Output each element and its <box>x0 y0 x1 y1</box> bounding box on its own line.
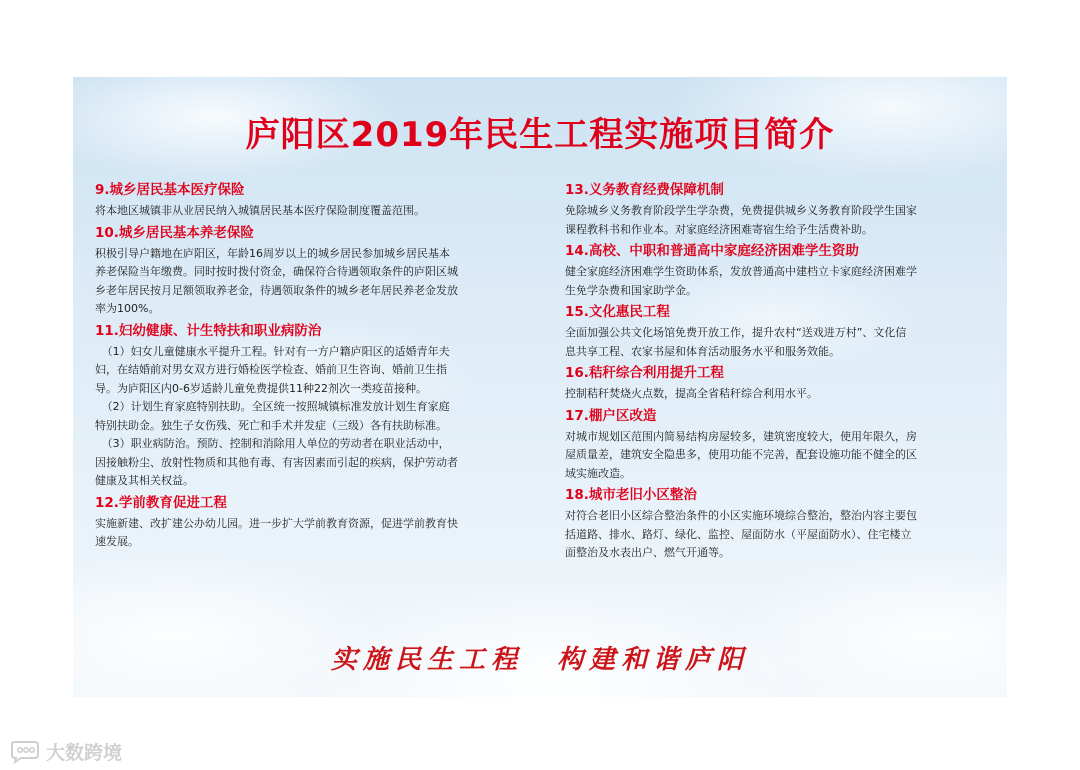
section-body <box>95 343 460 491</box>
section-heading: 9.城乡居民基本医疗保险 <box>95 182 245 198</box>
watermark-text: 大数跨境 <box>46 742 123 764</box>
section-paragraph: （3）职业病防治。预防、控制和消除用人单位的劳动者在职业活动中，因接触粉尘、放射性物质和其他有毒、有害因素而引起的疾病，保护劳动者健康及其相关权益。 <box>95 437 458 487</box>
section-paragraph: 免除城乡义务教育阶段学生学杂费，免费提供城乡义务教育阶段学生国家课程教科书和作业本。对家庭经济困难寄宿生给予生活费补助。 <box>565 204 917 236</box>
section-11 <box>95 322 460 491</box>
section-paragraph: （2）计划生育家庭特别扶助。全区统一按照城镇标准发放计划生育家庭特别扶助金。独生子女伤残、死亡和手术并发症（三级）各有扶助标准。 <box>95 400 450 432</box>
section-body <box>565 385 917 404</box>
section-10 <box>95 224 460 319</box>
section-paragraph: 将本地区城镇非从业居民纳入城镇居民基本医疗保险制度覆盖范围。 <box>95 204 425 217</box>
section-paragraph: 全面加强公共文化场馆免费开放工作，提升农村“送戏进万村”、文化信息共享工程、农家书屋和体育活动服务水平和服务效能。 <box>565 326 907 358</box>
section-body <box>565 202 917 239</box>
left-column <box>95 181 460 555</box>
section-12 <box>95 494 460 552</box>
section-paragraph: 实施新建、改扩建公办幼儿园。进一步扩大学前教育资源，促进学前教育快速发展。 <box>95 516 458 548</box>
section-14 <box>565 242 917 300</box>
section-body <box>95 515 460 552</box>
section-paragraph: 控制秸秆焚烧火点数，提高全省秸秆综合利用水平。 <box>565 387 818 400</box>
section-body <box>565 263 917 300</box>
section-paragraph: 积极引导户籍地在庐阳区，年龄16周岁以上的城乡居民参加城乡居民基本养老保险当年缴费。同时按时拨付资金，确保符合待遇领取条件的庐阳区城乡老年居民按月足额领取养老金，待遇领取条件的城乡老年居民养老金发放率为100%。 <box>95 246 458 315</box>
section-body <box>565 428 917 484</box>
section-heading: 17.棚户区改造 <box>565 407 657 424</box>
section-heading: 15.文化惠民工程 <box>565 304 670 320</box>
section-heading: 13.义务教育经费保障机制 <box>565 182 724 198</box>
poster-title: 庐阳区2019年民生工程实施项目简介 <box>245 115 835 155</box>
section-13 <box>565 181 917 239</box>
section-9 <box>95 181 460 221</box>
section-paragraph: 健全家庭经济困难学生资助体系，发放普通高中建档立卡家庭经济困难学生免学杂费和国家助学金。 <box>565 265 917 297</box>
slogan-part-2: 构建和谐庐阳 <box>557 645 750 675</box>
section-17 <box>565 407 917 484</box>
watermark <box>8 738 122 765</box>
section-body <box>95 245 460 319</box>
right-column <box>565 181 917 566</box>
slogan-part-1: 实施民生工程 <box>330 645 523 675</box>
slogan <box>73 639 1007 676</box>
section-18 <box>565 486 917 563</box>
section-body <box>95 202 460 221</box>
section-paragraph: 对符合老旧小区综合整治条件的小区实施环境综合整治，整治内容主要包括道路、排水、路灯、绿化、监控、屋面防水（平屋面防水）、住宅楼立面整治及水表出户、燃气开通等。 <box>565 509 917 559</box>
section-heading: 14.高校、中职和普通高中家庭经济困难学生资助 <box>565 243 859 259</box>
section-heading: 12.学前教育促进工程 <box>95 494 227 511</box>
section-body <box>565 324 917 361</box>
section-heading: 10.城乡居民基本养老保险 <box>95 224 254 241</box>
section-16 <box>565 364 917 404</box>
section-heading: 16.秸秆综合利用提升工程 <box>565 365 724 381</box>
poster <box>73 77 1007 697</box>
section-15 <box>565 303 917 361</box>
section-body <box>565 507 917 563</box>
section-heading: 18.城市老旧小区整治 <box>565 487 697 503</box>
section-heading: 11.妇幼健康、计生特扶和职业病防治 <box>95 322 322 339</box>
section-paragraph: 对城市规划区范围内简易结构房屋较多，建筑密度较大，使用年限久，房屋质量差，建筑安全隐患多，使用功能不完善，配套设施功能不健全的区域实施改造。 <box>565 429 917 480</box>
section-paragraph: （1）妇女儿童健康水平提升工程。针对有一方户籍庐阳区的适婚青年夫妇，在结婚前对男女双方进行婚检医学检查、婚前卫生咨询、婚前卫生指导。为庐阳区内0-6岁适龄儿童免费提供11种22剂次一类疫苗接种。 <box>95 344 450 395</box>
chat-bubble-icon <box>8 740 42 764</box>
